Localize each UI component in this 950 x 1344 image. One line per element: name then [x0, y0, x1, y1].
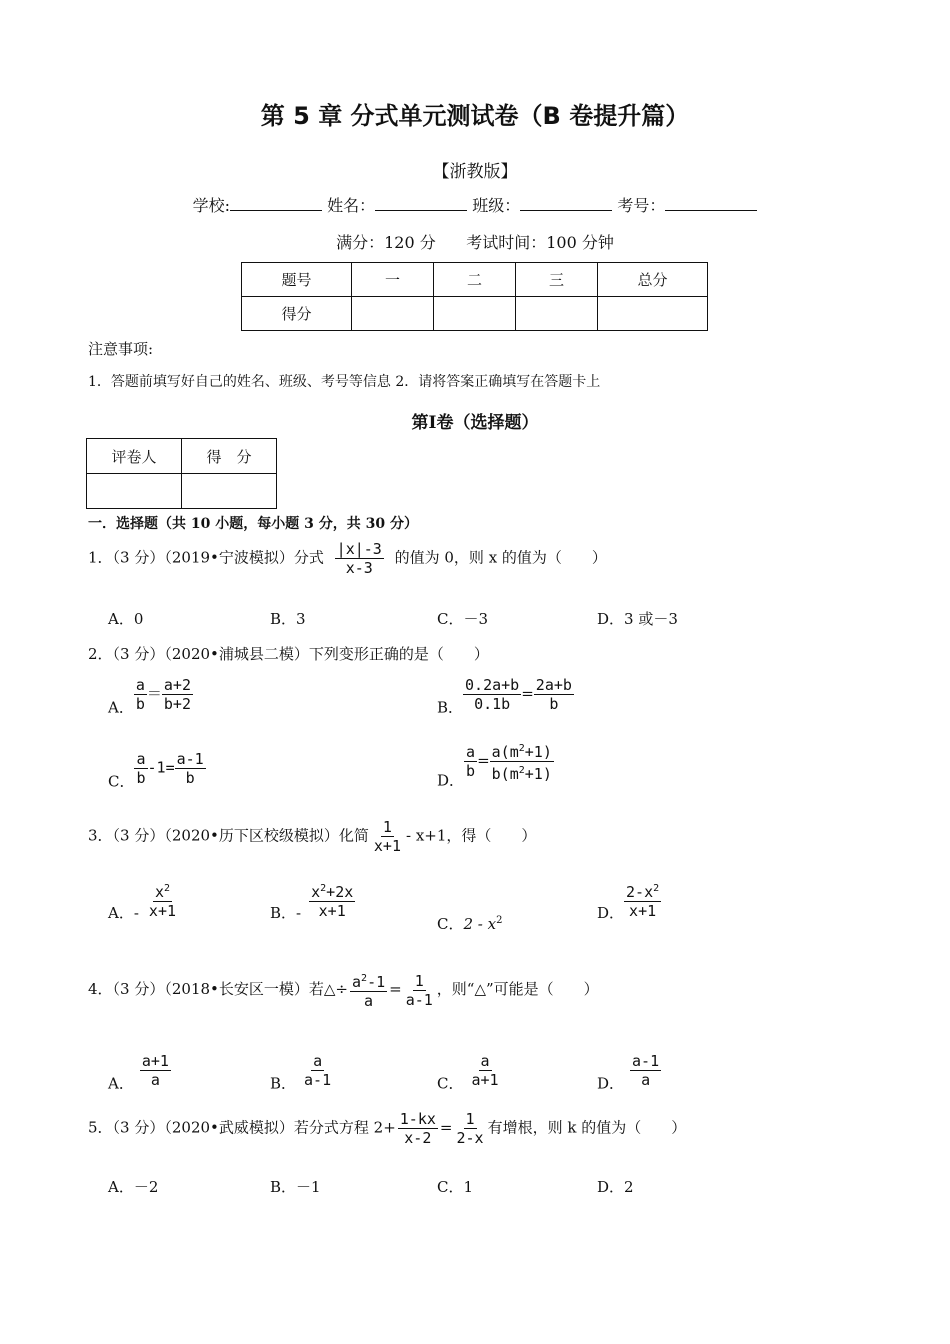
equals-sign: =	[477, 751, 490, 770]
expression-text: 2 - x	[463, 915, 497, 933]
option-d[interactable]: D．3 或－3	[597, 610, 678, 628]
expression-text: -1=	[147, 758, 175, 777]
edition-label: 【浙教版】	[432, 162, 518, 182]
option-c[interactable]: C．1	[437, 1178, 474, 1196]
fraction-denominator: b	[136, 769, 146, 787]
fraction-numerator: a	[313, 1052, 323, 1070]
question-text: （3 分）（2018•长安区一模）若△÷	[112, 980, 348, 998]
question-text: （3 分）（2020•浦城县二模）下列变形正确的是（ ）	[112, 645, 489, 663]
option-a[interactable]	[108, 676, 193, 718]
fraction	[534, 676, 574, 713]
fraction-denominator: 0.1b	[474, 695, 511, 713]
question-text: （3 分）（2020•武威模拟）若分式方程 2+	[112, 1118, 396, 1137]
fraction	[624, 880, 661, 920]
fraction-denominator: a-1	[304, 1071, 332, 1089]
fraction-numerator: 0.2a+b	[465, 676, 520, 694]
question-text: ，则“△”可能是（ ）	[436, 980, 599, 998]
option-label: B．	[270, 904, 297, 922]
option-d[interactable]	[597, 880, 661, 923]
fraction	[454, 1110, 485, 1147]
question-number: 5．	[88, 1118, 113, 1137]
fraction-numerator: a	[480, 1052, 490, 1070]
fraction-denominator: a	[641, 1071, 651, 1089]
question-text: （3 分）（2019•宁波模拟）分式	[112, 548, 324, 567]
fraction-denominator: a+1	[471, 1071, 499, 1089]
fraction-numerator: $x^2$	[153, 880, 172, 902]
fraction-denominator: x-3	[345, 559, 373, 577]
grader-label: 评卷人	[87, 439, 182, 474]
score-header-cell: 一	[352, 263, 434, 297]
option-label: C．	[437, 915, 464, 933]
option-b[interactable]: B．－1	[270, 1178, 321, 1196]
notes-text: 1．答题前填写好自己的姓名、班级、考号等信息 2．请将答案正确填写在答题卡上	[88, 374, 601, 390]
fraction-numerator: $a^2-1$	[350, 970, 387, 992]
question-5	[88, 1110, 686, 1147]
fraction-numerator: 1	[414, 971, 424, 990]
fraction-denominator: x+1	[629, 902, 657, 920]
question-number: 1．	[88, 548, 113, 567]
name-blank[interactable]	[375, 196, 467, 211]
fraction-numerator: 1-kx	[399, 1110, 436, 1128]
question-text: - x+1，得（ ）	[405, 826, 537, 845]
option-d[interactable]: D．2	[597, 1178, 634, 1196]
option-label: C．	[437, 1074, 464, 1093]
score-cell[interactable]	[516, 297, 598, 331]
fraction	[490, 740, 554, 783]
option-label: B．	[437, 698, 464, 717]
option-a[interactable]: A．0	[108, 610, 144, 628]
score-cell[interactable]	[434, 297, 516, 331]
option-a[interactable]	[108, 1052, 171, 1094]
option-d[interactable]	[437, 740, 554, 791]
fraction-denominator: 2-x	[456, 1129, 484, 1147]
grader-cell[interactable]	[87, 474, 182, 509]
exam-number-label: 考号：	[617, 196, 666, 215]
option-label: D．	[597, 904, 625, 922]
fraction	[162, 676, 193, 713]
equals-sign: ＝	[146, 684, 162, 703]
question-1	[88, 540, 607, 577]
fraction-numerator: a	[466, 743, 476, 761]
fraction-numerator: $x^2+2x$	[309, 880, 355, 902]
fraction-numerator: 2a+b	[535, 676, 572, 694]
option-d[interactable]	[597, 1052, 661, 1094]
school-label: 学校:	[192, 196, 231, 215]
option-label: D．	[437, 771, 465, 790]
fraction-numerator: $2-x^2$	[624, 880, 661, 902]
option-label: B．	[270, 1074, 297, 1093]
fraction	[134, 750, 147, 787]
fraction-denominator: b	[549, 695, 559, 713]
minus-sign: -	[296, 904, 302, 922]
fraction-denominator: x-2	[404, 1129, 432, 1147]
option-label: C．	[108, 772, 135, 791]
exponent: 2	[496, 915, 503, 926]
fraction-denominator: a	[150, 1071, 160, 1089]
score-table	[241, 262, 708, 331]
fraction-denominator: x+1	[373, 837, 401, 855]
score-header-cell: 三	[516, 263, 598, 297]
equals-sign: =	[521, 684, 534, 703]
school-blank[interactable]	[230, 196, 322, 211]
minus-sign: -	[133, 904, 139, 922]
question-number: 4．	[88, 980, 113, 998]
class-blank[interactable]	[520, 196, 612, 211]
fraction	[464, 743, 477, 780]
question-text: 的值为 0，则 x 的值为（ ）	[394, 548, 607, 567]
fraction-denominator: $b(m^2+1)$	[491, 765, 552, 783]
section-title: 一．选择题（共 10 小题，每小题 3 分，共 30 分）	[88, 516, 418, 532]
score-header-cell: 二	[434, 263, 516, 297]
option-label: A．	[108, 1074, 134, 1093]
fraction-numerator: $a(m^2+1)$	[490, 740, 554, 762]
option-c[interactable]	[437, 1052, 501, 1094]
option-label: A．	[108, 698, 134, 717]
fraction-numerator: a-1	[632, 1052, 660, 1070]
fraction-numerator: 1	[465, 1110, 475, 1128]
exam-info: 满分：120 分 考试时间：100 分钟	[336, 233, 614, 252]
option-b[interactable]: B．3	[270, 610, 306, 628]
fraction-numerator: a	[136, 750, 146, 768]
question-text: （3 分）（2020•历下区校级模拟）化简	[112, 826, 369, 845]
equals-sign: =	[439, 1118, 453, 1137]
equals-sign: =	[389, 980, 402, 998]
fraction-numerator: 1	[382, 818, 392, 836]
fraction	[302, 1052, 333, 1089]
score-cell[interactable]	[598, 297, 708, 331]
student-info-line	[0, 193, 950, 216]
option-c[interactable]	[437, 913, 502, 934]
volume-title: 第Ⅰ卷（选择题）	[411, 413, 539, 433]
fraction-numerator: a+2	[163, 676, 191, 694]
fraction-denominator: x+1	[318, 902, 346, 920]
fraction-numerator: a	[135, 676, 145, 694]
score-header-cell: 题号	[242, 263, 352, 297]
score-row-label: 得分	[242, 297, 352, 331]
name-label: 姓名：	[327, 196, 376, 215]
fraction-numerator: |x|-3	[336, 540, 382, 558]
fraction	[335, 540, 384, 577]
question-number: 2．	[88, 645, 113, 663]
fraction	[175, 750, 206, 787]
fraction	[630, 1052, 661, 1089]
score-label: 得 分	[182, 439, 277, 474]
question-text: 有增根，则 k 的值为（ ）	[487, 1118, 687, 1137]
exam-number-blank[interactable]	[665, 196, 757, 211]
option-c[interactable]: C．－3	[437, 610, 489, 628]
score-table-header	[242, 263, 708, 297]
fraction-denominator: b	[135, 695, 145, 713]
score-cell[interactable]	[182, 474, 277, 509]
option-b[interactable]	[437, 676, 574, 718]
option-a[interactable]	[108, 880, 178, 923]
fraction	[398, 1110, 438, 1147]
fraction-denominator: b+2	[163, 695, 191, 713]
class-label: 班级：	[472, 196, 521, 215]
score-header-cell: 总分	[598, 263, 708, 297]
fraction-denominator: a	[364, 992, 374, 1010]
question-4	[88, 970, 599, 1010]
option-a[interactable]: A．－2	[108, 1178, 159, 1196]
fraction	[372, 818, 403, 855]
option-label: A．	[108, 904, 134, 922]
option-label: D．	[597, 1074, 625, 1093]
fraction-numerator: a-1	[176, 750, 204, 768]
option-c[interactable]	[108, 750, 206, 792]
question-3	[88, 818, 536, 855]
question-2	[88, 643, 489, 664]
fraction	[404, 972, 435, 1009]
score-table-row	[242, 297, 708, 331]
grader-table	[86, 438, 277, 509]
option-b[interactable]	[270, 1052, 333, 1094]
fraction	[469, 1052, 500, 1089]
fraction	[309, 880, 355, 920]
fraction-denominator: b	[466, 762, 476, 780]
fraction-denominator: b	[185, 769, 195, 787]
score-cell[interactable]	[352, 297, 434, 331]
page-title: 第 5 章 分式单元测试卷（B 卷提升篇）	[260, 102, 690, 130]
fraction-numerator: a+1	[141, 1052, 169, 1070]
question-number: 3．	[88, 826, 113, 845]
fraction-denominator: x+1	[148, 902, 177, 920]
fraction	[350, 970, 387, 1010]
notes-title: 注意事项:	[88, 340, 154, 358]
fraction	[140, 1052, 171, 1089]
fraction-denominator: a-1	[405, 990, 433, 1009]
option-b[interactable]	[270, 880, 355, 923]
fraction	[134, 676, 147, 713]
fraction	[463, 676, 521, 713]
fraction	[147, 880, 178, 920]
